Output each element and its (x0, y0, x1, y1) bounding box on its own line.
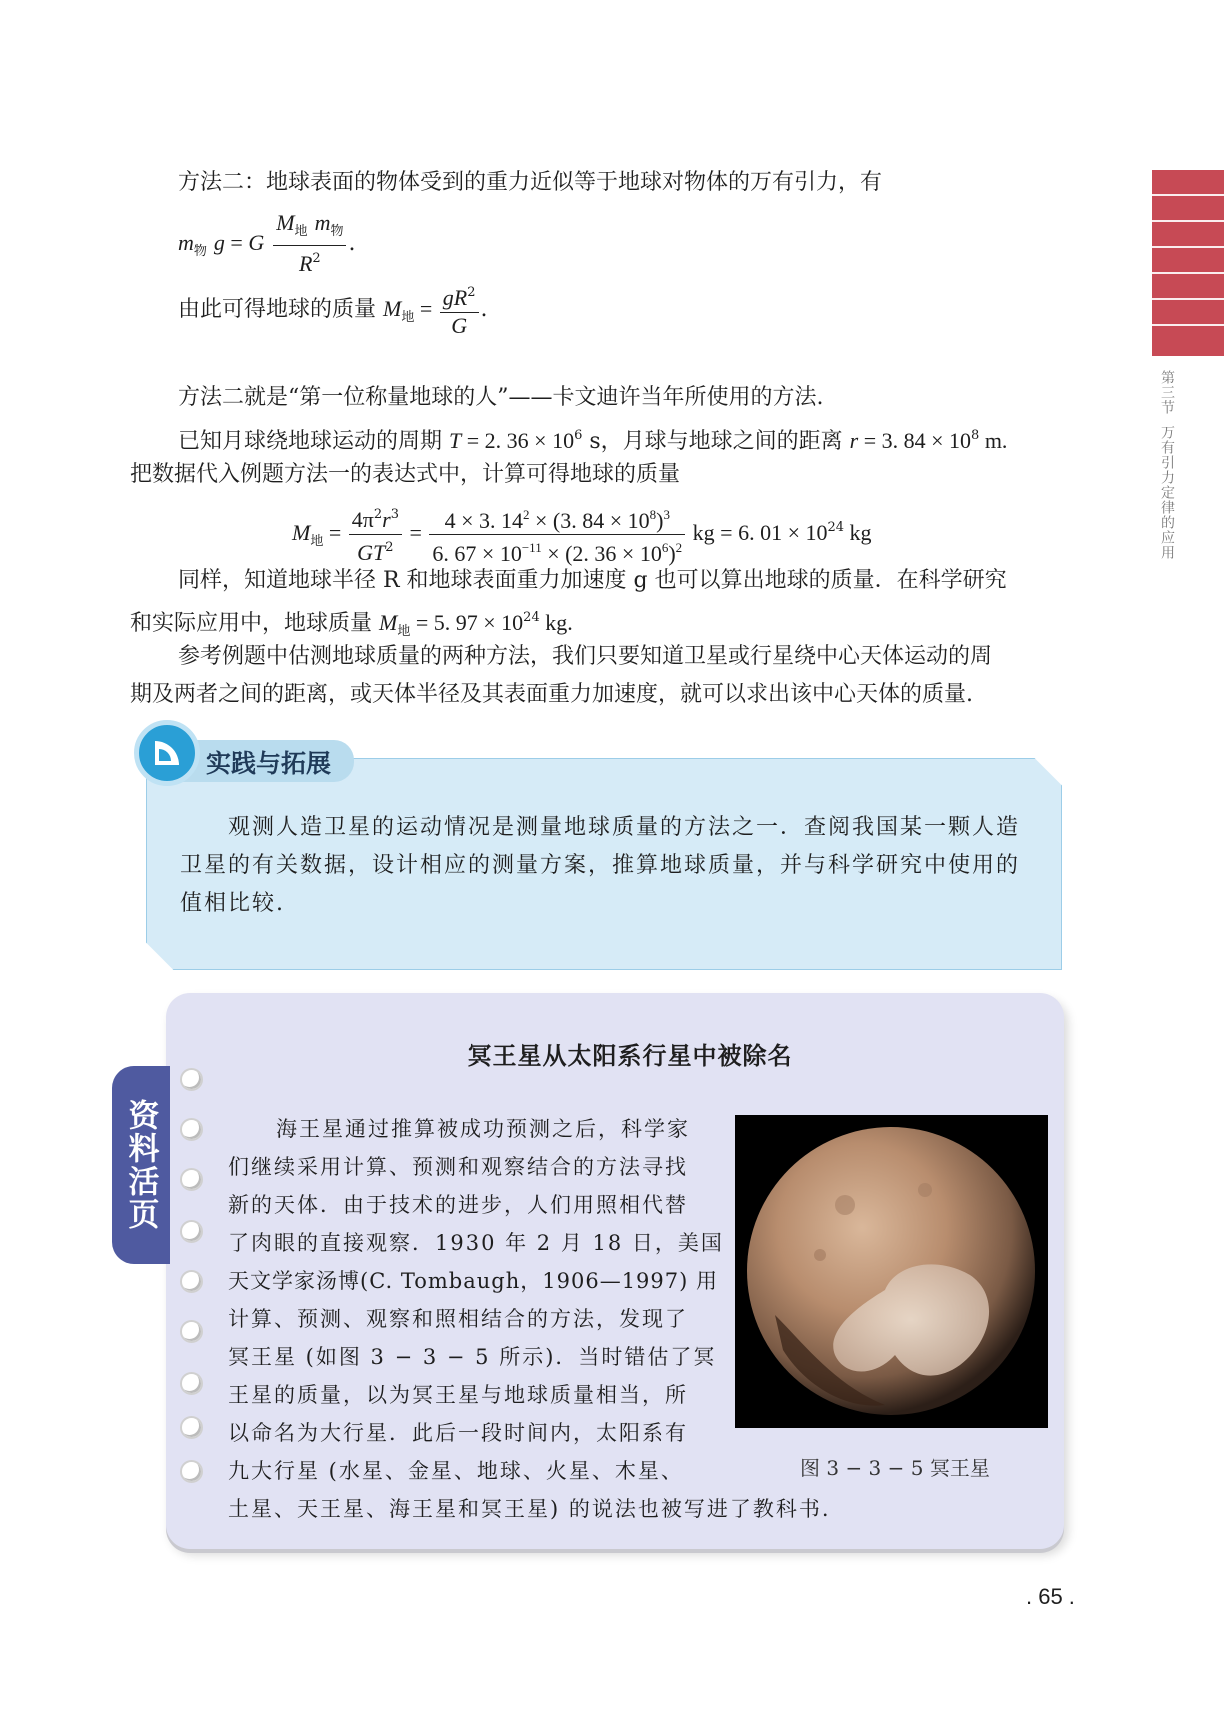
practice-line-2: 卫星的有关数据，设计相应的测量方案，推算地球质量，并与科学研究中使用的 (180, 853, 1021, 878)
practice-line-3: 值相比较. (180, 891, 285, 916)
formula-calculation: $M_地$ = $\frac{4\pi^2r^3}{GT^2}$ = $\frac{4 \times 3. 14^2 \times (3. 84 \times 10^8)^3}{6. 67 \times 10^{-11} \times (2. 36 \times 10^6)^2}$ kg = 6. $01 \times 10^{24}$ kg (292, 497, 872, 559)
binder-ring (180, 1460, 203, 1483)
binder-ring (180, 1068, 203, 1091)
info-line: 以命名为大行星．此后一段时间内，太阳系有 (228, 1421, 688, 1445)
similar-line-2: 和实际应用中，地球质量 $M_地 = 5$. $97 \times 10^{24}$ kg. (130, 610, 573, 639)
protractor-icon (134, 720, 200, 786)
formula-earth-mass: 由此可得地球的质量 $M_地$ = $\frac{gR^2}{G}$ . (178, 278, 488, 340)
info-label: 资料活页 (112, 1066, 170, 1264)
formula-gravity: $m_物$ g = G $\frac{M_地 m_物}{R^2}$ . (178, 210, 356, 276)
section-title: 万有引力定律的应用 (1159, 425, 1175, 560)
practice-title: 实践与拓展 (206, 749, 332, 778)
reference-line-2: 期及两者之间的距离，或天体半径及其表面重力加速度，就可以求出该中心天体的质量. (130, 682, 973, 707)
binder-ring (180, 1220, 203, 1243)
binder-ring (180, 1118, 203, 1141)
known-values: 已知月球绕地球运动的周期 T = 2. $36 \times 10^6$ s，月球与地球之间的距离 r = 3. $84 \times 10^8$ m. (178, 428, 1008, 454)
binder-ring (180, 1168, 203, 1191)
method2-note: 方法二就是“第一位称量地球的人”——卡文迪许当年所使用的方法. (178, 385, 824, 410)
info-line: 海王星通过推算被成功预测之后，科学家 (276, 1117, 690, 1141)
info-line: 了肉眼的直接观察．1930 年 2 月 18 日，美国 (228, 1231, 724, 1255)
binder-ring (180, 1416, 203, 1439)
reference-line-1: 参考例题中估测地球质量的两种方法，我们只要知道卫星或行星绕中心天体运动的周 (178, 644, 993, 669)
info-line: 天文学家汤博(C. Tombaugh，1906—1997) 用 (228, 1269, 719, 1293)
practice-line-1: 观测人造卫星的运动情况是测量地球质量的方法之一．查阅我国某一颗人造 (228, 815, 1021, 840)
page-number: . 65 . (1026, 1584, 1075, 1609)
info-line: 们继续采用计算、预测和观察结合的方法寻找 (228, 1155, 688, 1179)
info-line: 土星、天王星、海王星和冥王星) 的说法也被写进了教科书. (228, 1497, 831, 1521)
binder-ring (180, 1320, 203, 1343)
substitute-line: 把数据代入例题方法一的表达式中，计算可得地球的质量 (130, 462, 681, 487)
info-title: 冥王星从太阳系行星中被除名 (467, 1042, 793, 1070)
binder-ring (180, 1270, 203, 1293)
similar-line-1: 同样，知道地球半径 R 和地球表面重力加速度 g 也可以算出地球的质量．在科学研究 (178, 568, 1007, 593)
binder-ring (180, 1372, 203, 1395)
figure-caption: 图 3 − 3 − 5 冥王星 (800, 1456, 990, 1480)
info-line: 九大行星 (水星、金星、地球、火星、木星、 (228, 1459, 684, 1483)
section-label: 第三节 (1159, 370, 1175, 415)
chapter-tab (1152, 170, 1224, 356)
info-line: 计算、预测、观察和照相结合的方法，发现了 (228, 1307, 688, 1331)
pluto-image (735, 1115, 1048, 1428)
info-line: 冥王星 (如图 3 − 3 − 5 所示)．当时错估了冥 (228, 1345, 717, 1369)
info-line: 王星的质量，以为冥王星与地球质量相当，所 (228, 1383, 688, 1407)
method2-intro: 方法二：地球表面的物体受到的重力近似等于地球对物体的万有引力，有 (178, 170, 883, 195)
info-line: 新的天体．由于技术的进步，人们用照相代替 (228, 1193, 688, 1217)
